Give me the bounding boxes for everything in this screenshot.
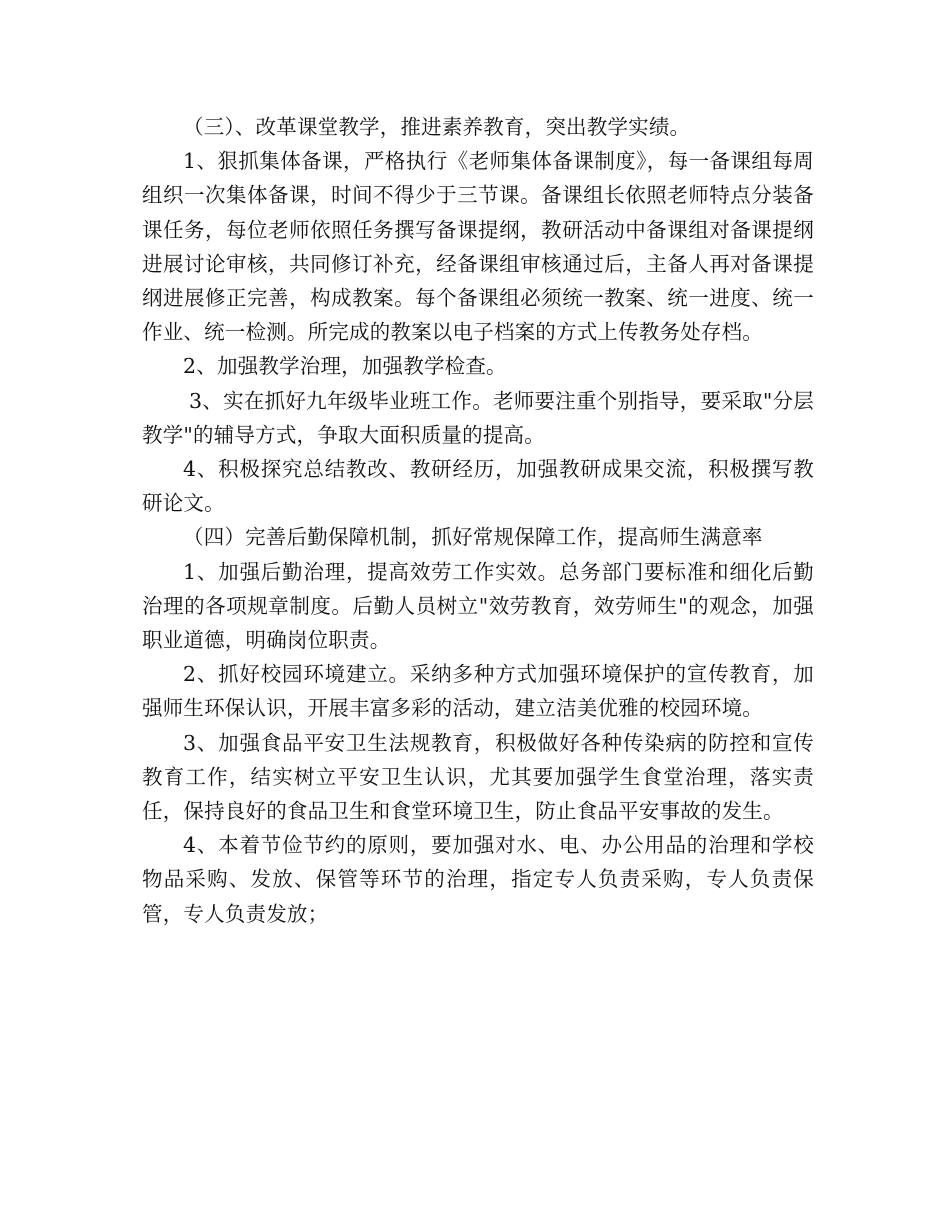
document-page bbox=[142, 110, 814, 931]
paragraph-2-campus-environment: 2、抓好校园环境建立。采纳多种方式加强环境保护的宣传教育，加强师生环保认识，开展丰富多彩的活动，建立洁美优雅的校园环境。 bbox=[142, 662, 814, 721]
paragraph-2-teaching-management: 2、加强教学治理，加强教学检查。 bbox=[183, 354, 507, 379]
paragraph-3-grade-nine-work: 3、实在抓好九年级毕业班工作。老师要注重个别指导，要采取"分层教学"的辅导方式，争取大面积质量的提高。 bbox=[142, 388, 814, 447]
section-heading-3: （三）、改革课堂教学，推进素养教育，突出教学实绩。 bbox=[183, 115, 691, 139]
paragraph-1-logistics-management: 1、加强后勤治理，提高效劳工作实效。总务部门要标准和细化后勤治理的各项规章制度。后勤人员树立"效劳教育，效劳师生"的观念，加强职业道德，明确岗位职责。 bbox=[142, 559, 814, 653]
paragraph-1-collective-lesson-prep: 1、狠抓集体备课，严格执行《老师集体备课制度》，每一备课组每周组织一次集体备课，时间不得少于三节课。备课组长依照老师特点分装备课任务，每位老师依照任务撰写备课提纲，教研活动中备课组对备课提纲进展讨论审核，共同修订补充，经备课组审核通过后，主备人再对备课提纲进展修正完善，构成教案。每个备课组必须统一教案、统一进度、统一作业、统一检测。所完成的教案以电子档案的方式上传教务处存档。 bbox=[142, 149, 814, 345]
paragraph-4-frugality: 4、本着节俭节约的原则，要加强对水、电、办公用品的治理和学校物品采购、发放、保管等环节的治理，指定专人负责采购，专人负责保管，专人负责发放； bbox=[142, 833, 814, 926]
paragraph-3-food-safety: 3、加强食品平安卫生法规教育，积极做好各种传染病的防控和宣传教育工作，结实树立平安卫生认识，尤其要加强学生食堂治理，落实责任，保持良好的食品卫生和食堂环境卫生，防止食品平安事故的发生。 bbox=[142, 730, 814, 824]
section-heading-4: （四）完善后勤保障机制，抓好常规保障工作，提高师生满意率 bbox=[183, 525, 763, 550]
paragraph-4-teaching-research: 4、积极探究总结教改、教研经历，加强教研成果交流，积极撰写教研论文。 bbox=[142, 457, 814, 516]
